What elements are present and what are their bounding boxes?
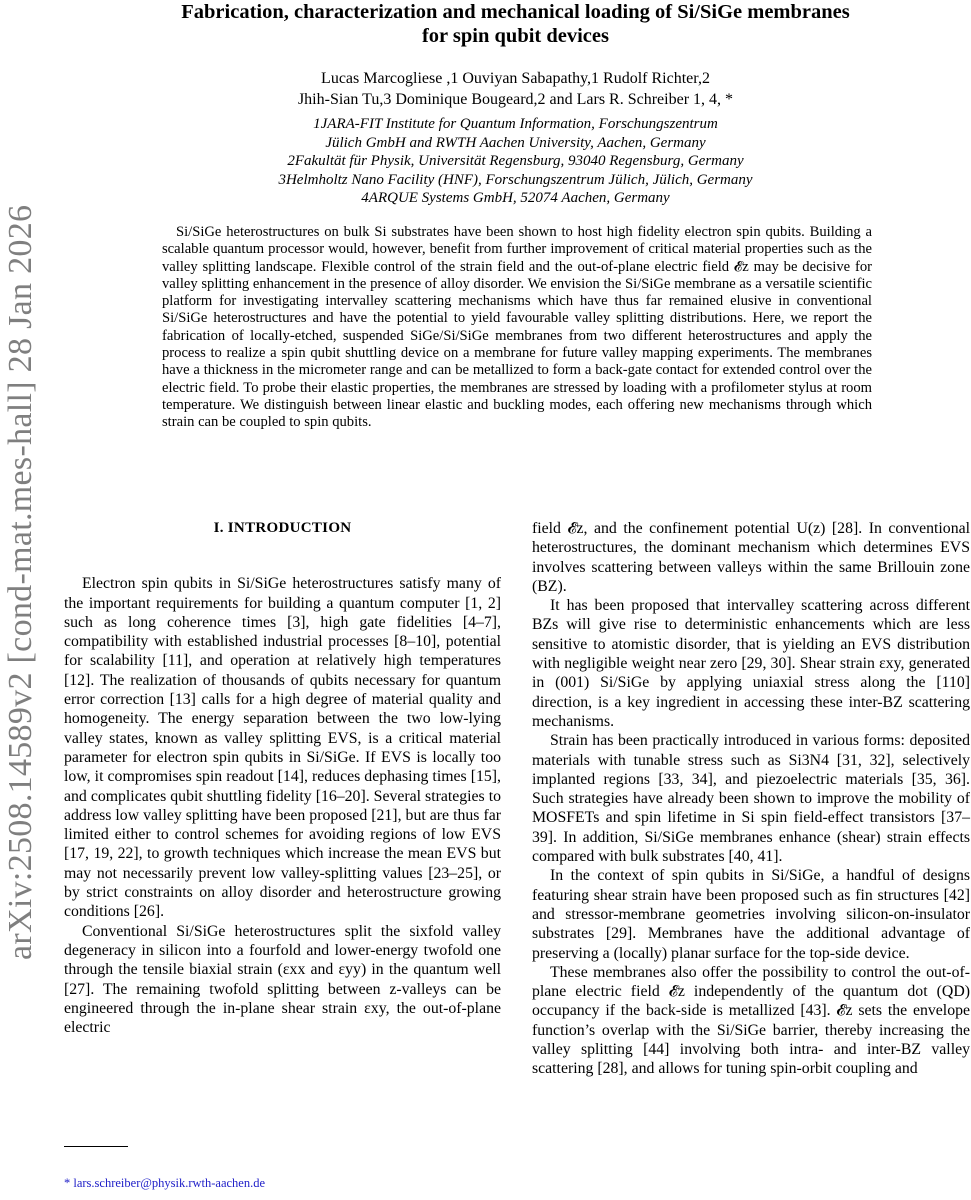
- section-heading-introduction: I. INTRODUCTION: [213, 520, 352, 536]
- left-column: [64, 519, 501, 1037]
- intro-paragraph-4: It has been proposed that intervalley scattering across different BZs will give rise to deterministic enhancements which are less sensitive to atomistic disorder, that is yielding an EVS distribution with negligible weight near zero [29, 30]. Shear strain εxy, generated in (001) Si/SiGe by applying uniaxial stress along the [110] direction, is a key ingredient in accessing these inter-BZ scattering mechanisms.: [532, 597, 970, 730]
- affiliation-3: 3Helmholtz Nano Facility (HNF), Forschungszentrum Jülich, Jülich, Germany: [278, 171, 753, 188]
- authors-line-2: Jhih-Sian Tu,3 Dominique Bougeard,2 and Lars R. Schreiber 1, 4, *: [297, 91, 734, 108]
- affiliation-2: 2Fakultät für Physik, Universität Regensburg, 93040 Regensburg, Germany: [287, 153, 744, 169]
- affiliation-1a: 1JARA-FIT Institute for Quantum Information, Forschungszentrum: [313, 116, 718, 132]
- corresponding-author-email-link[interactable]: * lars.schreiber@physik.rwth-aachen.de: [64, 1176, 266, 1190]
- right-column: [532, 519, 970, 1079]
- intro-paragraph-3: field 𝓔z, and the confinement potential U(z) [28]. In conventional heterostructures, the dominant mechanism which determines EVS involves scattering between valleys within the same Brillouin zone (BZ).: [532, 520, 970, 595]
- intro-paragraph-7: These membranes also offer the possibility to control the out-of-plane electric field 𝓔z independently of the quantum dot (QD) occupancy if the back-side is metallized [43]. 𝓔z sets the envelope function’s overlap with the Si/SiGe barrier, thereby increasing the valley splitting [44] involving both intra- and inter-BZ valley scattering [28], and allows for tuning spin-orbit coupling and: [532, 963, 970, 1078]
- affiliation-list: [60, 115, 971, 208]
- paper-title: [60, 0, 971, 48]
- paper-title-line-2: for spin qubit devices: [421, 25, 609, 47]
- intro-paragraph-1: Electron spin qubits in Si/SiGe heterostructures satisfy many of the important requirements for building a quantum computer [1, 2] such as long coherence times [3], high gate fidelities [4–7], compatibility with established industrial processes [8–10], potential for scalability [11], and operation at relatively high temperatures [12]. The realization of thousands of qubits necessary for quantum error correction [13] calls for a high degree of material quality and homogeneity. The energy separation between the two low-lying valley states, known as valley splitting EVS, is a critical material parameter for electron spin qubits in Si/SiGe. If EVS is locally too low, it compromises spin readout [14], reduces dephasing times [15], and complicates qubit shuttling fidelity [16–20]. Several strategies to address low valley splitting have been proposed [21], but are thus far limited either to control schemes for avoiding regions of low EVS [17, 19, 22], to growth techniques which increase the mean EVS but may not necessarily prevent low valley-splitting values [23–25], or by strict constraints on alloy disorder and heterostructure growing conditions [26].: [64, 575, 501, 921]
- intro-paragraph-5: Strain has been practically introduced in various forms: deposited materials with tunable stress such as Si3N4 [31, 32], selectively implanted regions [33, 34], and piezoelectric materials [35, 36]. Such strategies have already been shown to improve the mobility of MOSFETs and spin lifetime in Si spin field-effect transistors [37–39]. In addition, Si/SiGe membranes enhance (shear) strain effects compared with bulk substrates [40, 41].: [532, 732, 970, 866]
- authors-line-1: Lucas Marcogliese ,1 Ouviyan Sabapathy,1 Rudolf Richter,2: [321, 70, 710, 87]
- affiliation-4: 4ARQUE Systems GmbH, 52074 Aachen, Germany: [361, 190, 670, 206]
- intro-paragraph-2: Conventional Si/SiGe heterostructures split the sixfold valley degeneracy in silicon into a fourfold and lower-energy twofold one through the tensile biaxial strain (εxx and εyy) in the quantum well [27]. The remaining twofold splitting between z-valleys can be engineered through the in-plane shear strain εxy, the out-of-plane electric: [64, 922, 501, 1037]
- paper-title-line-1: Fabrication, characterization and mechanical loading of Si/SiGe membranes: [181, 1, 850, 23]
- abstract: [162, 224, 872, 432]
- author-list: [60, 68, 971, 110]
- intro-paragraph-6: In the context of spin qubits in Si/SiGe, a handful of designs featuring shear strain have been proposed such as fin structures [42] and stressor-membrane geometries involving silicon-on-insulator substrates [29]. Membranes have the additional advantage of preserving a (locally) planar surface for the top-side device.: [532, 867, 970, 962]
- footnote-email[interactable]: [64, 1176, 501, 1191]
- footnote-rule: [64, 1146, 128, 1147]
- abstract-text: Si/SiGe heterostructures on bulk Si substrates have been shown to host high fidelity electron spin qubits. Building a scalable quantum processor would, however, benefit from further improvement of critical material properties such as the valley splitting landscape. Flexible control of the strain field and the out-of-plane electric field 𝓔z may be decisive for valley splitting enhancement in the presence of alloy disorder. We envision the Si/SiGe membrane as a versatile scientific platform for investigating intervalley scattering mechanisms which have thus far remained elusive in conventional Si/SiGe heterostructures and have the potential to yield favourable valley splitting distributions. Here, we report the fabrication of locally-etched, suspended SiGe/Si/SiGe membranes from two different heterostructures and apply the process to realize a spin qubit shuttling device on a membrane for future valley mapping experiments. The membranes have a thickness in the micrometer range and can be metallized to form a back-gate contact for extended control over the electric field. To probe their elastic properties, the membranes are stressed by loading with a profilometer stylus at room temperature. We distinguish between linear elastic and buckling modes, each offering new mechanisms through which strain can be coupled to spin qubits.: [162, 224, 872, 431]
- affiliation-1b: Jülich GmbH and RWTH Aachen University, Aachen, Germany: [325, 134, 706, 151]
- arxiv-sidebar-identifier: arXiv:2508.14589v2 [cond-mat.mes-hall] 28 Jan 2026: [2, 204, 39, 960]
